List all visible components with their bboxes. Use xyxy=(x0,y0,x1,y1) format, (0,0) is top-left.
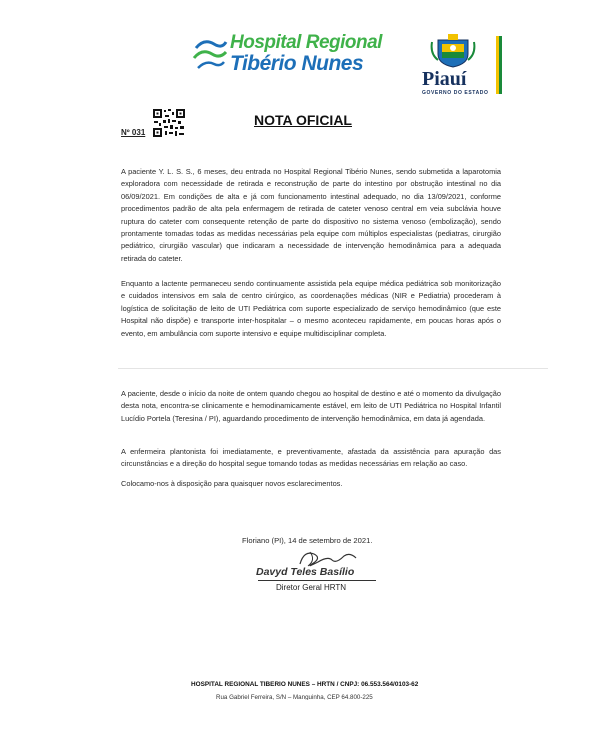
wave-logo-icon xyxy=(192,34,228,74)
hospital-logo-line2: Tibério Nunes xyxy=(230,52,364,75)
document-number: Nº 031 xyxy=(121,128,146,137)
date-line: Floriano (PI), 14 de setembro de 2021. xyxy=(242,536,373,545)
footer-line-1: HOSPITAL REGIONAL TIBERIO NUNES – HRTN / CNPJ: 06.553.564/0103-62 xyxy=(191,681,419,688)
signatory-role: Diretor Geral HRTN xyxy=(276,583,347,592)
state-government-logo xyxy=(414,34,504,96)
green-stripe xyxy=(499,36,502,94)
state-logo-name: Piauí xyxy=(422,68,467,90)
signatory-name: Davyd Teles Basílio xyxy=(256,566,355,578)
footer-line-2: Rua Gabriel Ferreira, S/N – Manguinha, CEP 64.800-225 xyxy=(216,694,373,700)
paragraph-3: A paciente, desde o início da noite de ontem quando chegou ao hospital de destino e até o momento da divulgação desta nota, encontra-se clinicamente e hemodinamicamente estável, em leito de UTI Pediátrica no Hospital Infantil Lucídio Portela (Teresina / PI), aguardando procedimento de intervenção hemodinâmica, em data já agendada. xyxy=(121,389,501,423)
page-title: NOTA OFICIAL xyxy=(254,112,352,128)
state-crest-icon xyxy=(430,34,476,68)
paragraph-4: A enfermeira plantonista foi imediatamente, e preventivamente, afastada da assistência para apuração das circunstâncias e a direção do hospital segue tomando todas as medidas necessárias em relação ao caso. xyxy=(121,447,501,469)
page-break-divider xyxy=(118,368,548,369)
paragraph-2: Enquanto a lactente permaneceu sendo continuamente assistida pela equipe médica pediátrica sob monitorização e cuidados intensivos em sala de centro cirúrgico, as coordenações médicas (NIR e Pediatria) procederam à logística de solicitação de leito de UTI Pediátrica com suporte especializado de serviço hemodinâmico (que este Hospital não dispõe) e transporte inter-hospitalar – o mesmo aconteceu rapidamente, em poucas horas após o evento, em ambulância com suporte intensivo e equipe multidisciplinar completa. xyxy=(121,279,501,338)
qr-code-icon xyxy=(152,108,186,138)
hospital-logo-line1: Hospital Regional xyxy=(230,32,382,53)
hospital-logo xyxy=(192,30,407,78)
signature-line xyxy=(258,580,376,581)
flag-stripes xyxy=(496,36,502,94)
paragraph-1: A paciente Y. L. S. S., 6 meses, deu entrada no Hospital Regional Tibério Nunes, sendo submetida a laparotomia exploradora com necessidade de retirada e reconstrução de parte do intestino por obstrução intestinal no dia 06/09/2021. Em condições de alta e já com funcionamento intestinal adequado, no dia 13/09/2021, conforme procedimentos padrão de alta pela enfermagem de retirada de cateter venoso central em veia subclávia houve ruptura do cateter com consequente retenção de parte do dispositivo no sistema venoso (embolização), sendo prontamente tomadas todas as medidas necessárias pela equipe com múltiplos especialistas (pediatras, cirurgião pediátrico, cirurgião vascular) que indicaram a necessidade de intervenção hemodinâmica para a adequada retirada do cateter. xyxy=(121,167,501,263)
state-logo-subtitle: GOVERNO DO ESTADO xyxy=(422,90,489,96)
paragraph-5: Colocamo-nos à disposição para quaisquer novos esclarecimentos. xyxy=(121,479,343,488)
